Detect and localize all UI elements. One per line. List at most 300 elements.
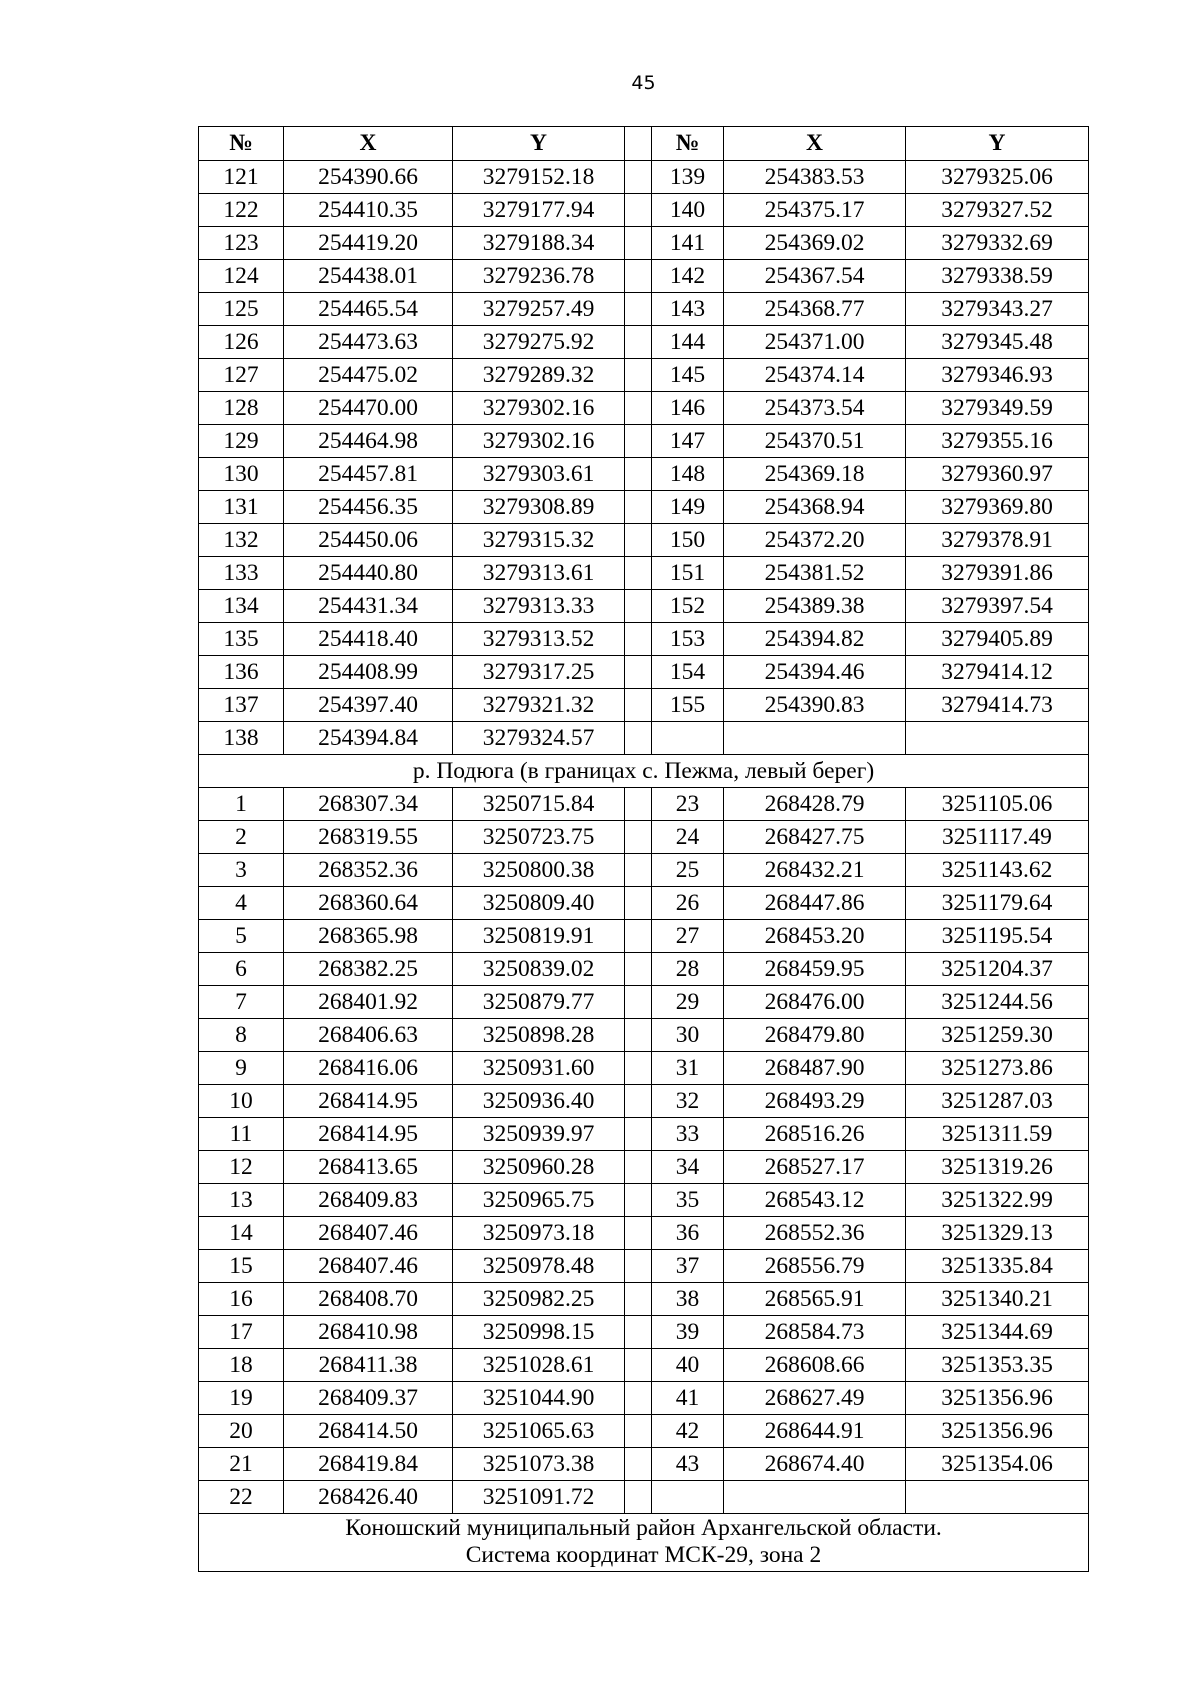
- x-coordinate-right: 268459.95: [724, 953, 906, 986]
- y-coordinate-right: 3251329.13: [906, 1217, 1089, 1250]
- x-coordinate-right: 268428.79: [724, 788, 906, 821]
- y-coordinate-left: 3279317.25: [453, 656, 625, 689]
- x-coordinate-right: 268427.75: [724, 821, 906, 854]
- gap-cell: [625, 920, 652, 953]
- y-coordinate-right: 3251340.21: [906, 1283, 1089, 1316]
- gap-cell: [625, 986, 652, 1019]
- gap-cell: [625, 1052, 652, 1085]
- x-coordinate-right: [724, 1481, 906, 1514]
- y-coordinate-left: 3279303.61: [453, 458, 625, 491]
- y-coordinate-right: 3279378.91: [906, 524, 1089, 557]
- y-coordinate-left: 3250960.28: [453, 1151, 625, 1184]
- y-coordinate-left: 3250939.97: [453, 1118, 625, 1151]
- point-number-left: 8: [199, 1019, 284, 1052]
- gap-cell: [625, 227, 652, 260]
- table-row: [199, 1250, 1089, 1283]
- table-row: [199, 1151, 1089, 1184]
- x-coordinate-right: 254390.83: [724, 689, 906, 722]
- x-coordinate-right: 254372.20: [724, 524, 906, 557]
- x-coordinate-right: 268487.90: [724, 1052, 906, 1085]
- x-coordinate-left: 254390.66: [284, 161, 453, 194]
- y-coordinate-right: 3251204.37: [906, 953, 1089, 986]
- gap-cell: [625, 425, 652, 458]
- y-coordinate-left: 3250715.84: [453, 788, 625, 821]
- gap-cell: [625, 1019, 652, 1052]
- x-coordinate-right: 268447.86: [724, 887, 906, 920]
- x-coordinate-right: 254368.77: [724, 293, 906, 326]
- y-coordinate-left: 3279289.32: [453, 359, 625, 392]
- point-number-right: 33: [652, 1118, 724, 1151]
- y-coordinate-right: 3251287.03: [906, 1085, 1089, 1118]
- gap-cell: [625, 293, 652, 326]
- x-coordinate-left: 268352.36: [284, 854, 453, 887]
- x-coordinate-left: 254418.40: [284, 623, 453, 656]
- x-coordinate-right: 268432.21: [724, 854, 906, 887]
- point-number-right: 148: [652, 458, 724, 491]
- y-coordinate-right: 3251356.96: [906, 1382, 1089, 1415]
- table-row: [199, 1481, 1089, 1514]
- y-coordinate-left: 3251028.61: [453, 1349, 625, 1382]
- point-number-right: 144: [652, 326, 724, 359]
- point-number-left: 5: [199, 920, 284, 953]
- table-row: [199, 1217, 1089, 1250]
- point-number-left: 133: [199, 557, 284, 590]
- point-number-left: 137: [199, 689, 284, 722]
- x-coordinate-right: 268552.36: [724, 1217, 906, 1250]
- y-coordinate-right: 3279327.52: [906, 194, 1089, 227]
- gap-cell: [625, 722, 652, 755]
- y-coordinate-right: 3279325.06: [906, 161, 1089, 194]
- x-coordinate-left: 268419.84: [284, 1448, 453, 1481]
- y-coordinate-left: 3250800.38: [453, 854, 625, 887]
- x-coordinate-right: 254375.17: [724, 194, 906, 227]
- y-coordinate-right: 3251322.99: [906, 1184, 1089, 1217]
- point-number-left: 14: [199, 1217, 284, 1250]
- section-title: р. Подюга (в границах с. Пежма, левый берег): [199, 755, 1089, 788]
- point-number-left: 126: [199, 326, 284, 359]
- x-coordinate-left: 268365.98: [284, 920, 453, 953]
- x-coordinate-left: 268407.46: [284, 1250, 453, 1283]
- coordinates-table: [198, 126, 1089, 1572]
- point-number-left: 123: [199, 227, 284, 260]
- point-number-left: 2: [199, 821, 284, 854]
- y-coordinate-left: 3250809.40: [453, 887, 625, 920]
- block1-body: [199, 161, 1089, 755]
- point-number-left: 16: [199, 1283, 284, 1316]
- table-row: [199, 887, 1089, 920]
- y-coordinate-left: 3251073.38: [453, 1448, 625, 1481]
- point-number-right: 37: [652, 1250, 724, 1283]
- y-coordinate-right: 3279414.73: [906, 689, 1089, 722]
- point-number-right: 149: [652, 491, 724, 524]
- x-coordinate-left: 268413.65: [284, 1151, 453, 1184]
- y-coordinate-left: 3279177.94: [453, 194, 625, 227]
- gap-cell: [625, 953, 652, 986]
- gap-cell: [625, 1184, 652, 1217]
- x-coordinate-left: 254394.84: [284, 722, 453, 755]
- y-coordinate-right: 3279405.89: [906, 623, 1089, 656]
- point-number-right: 26: [652, 887, 724, 920]
- table-row: [199, 920, 1089, 953]
- section-title-body: [199, 755, 1089, 788]
- x-coordinate-right: 268493.29: [724, 1085, 906, 1118]
- point-number-left: 7: [199, 986, 284, 1019]
- footer-line-2: Система координат МСК-29, зона 2: [465, 1542, 822, 1568]
- gap-cell: [625, 887, 652, 920]
- table-row: [199, 161, 1089, 194]
- point-number-right: 24: [652, 821, 724, 854]
- point-number-right: [652, 722, 724, 755]
- point-number-right: 142: [652, 260, 724, 293]
- y-coordinate-right: 3251195.54: [906, 920, 1089, 953]
- gap-cell: [625, 1217, 652, 1250]
- footer-body: [199, 1514, 1089, 1572]
- table-row: [199, 425, 1089, 458]
- x-coordinate-right: 254369.18: [724, 458, 906, 491]
- table-row: [199, 986, 1089, 1019]
- x-coordinate-right: 268527.17: [724, 1151, 906, 1184]
- point-number-right: 140: [652, 194, 724, 227]
- point-number-left: 4: [199, 887, 284, 920]
- table-row: [199, 557, 1089, 590]
- x-coordinate-left: 268414.95: [284, 1118, 453, 1151]
- table-row: [199, 1283, 1089, 1316]
- y-coordinate-left: 3279313.52: [453, 623, 625, 656]
- point-number-left: 12: [199, 1151, 284, 1184]
- table-row: [199, 788, 1089, 821]
- y-coordinate-right: [906, 1481, 1089, 1514]
- y-coordinate-right: 3279349.59: [906, 392, 1089, 425]
- gap-cell: [625, 194, 652, 227]
- point-number-left: 134: [199, 590, 284, 623]
- point-number-left: 122: [199, 194, 284, 227]
- point-number-left: 22: [199, 1481, 284, 1514]
- table-row: [199, 1415, 1089, 1448]
- point-number-right: 145: [652, 359, 724, 392]
- x-coordinate-left: 254408.99: [284, 656, 453, 689]
- y-coordinate-right: 3251105.06: [906, 788, 1089, 821]
- table-row: [199, 1052, 1089, 1085]
- point-number-right: 32: [652, 1085, 724, 1118]
- x-coordinate-right: 268584.73: [724, 1316, 906, 1349]
- x-coordinate-left: 268409.37: [284, 1382, 453, 1415]
- gap-cell: [625, 260, 652, 293]
- y-coordinate-left: 3250973.18: [453, 1217, 625, 1250]
- y-coordinate-right: 3279332.69: [906, 227, 1089, 260]
- y-coordinate-left: 3251065.63: [453, 1415, 625, 1448]
- y-coordinate-right: 3251143.62: [906, 854, 1089, 887]
- x-coordinate-right: [724, 722, 906, 755]
- header-y-right: Y: [906, 127, 1089, 161]
- gap-cell: [625, 1415, 652, 1448]
- point-number-right: 154: [652, 656, 724, 689]
- y-coordinate-right: 3251273.86: [906, 1052, 1089, 1085]
- gap-cell: [625, 590, 652, 623]
- gap-cell: [625, 854, 652, 887]
- x-coordinate-left: 268406.63: [284, 1019, 453, 1052]
- point-number-right: 141: [652, 227, 724, 260]
- y-coordinate-right: 3279391.86: [906, 557, 1089, 590]
- point-number-right: 151: [652, 557, 724, 590]
- table-row: [199, 392, 1089, 425]
- x-coordinate-right: 254367.54: [724, 260, 906, 293]
- header-row: [199, 127, 1089, 161]
- x-coordinate-right: 254383.53: [724, 161, 906, 194]
- table-header: [199, 127, 1089, 161]
- gap-cell: [625, 656, 652, 689]
- point-number-left: 13: [199, 1184, 284, 1217]
- y-coordinate-right: 3279355.16: [906, 425, 1089, 458]
- point-number-left: 3: [199, 854, 284, 887]
- table-row: [199, 260, 1089, 293]
- header-x-right: X: [724, 127, 906, 161]
- point-number-right: 38: [652, 1283, 724, 1316]
- point-number-left: 125: [199, 293, 284, 326]
- y-coordinate-right: 3279369.80: [906, 491, 1089, 524]
- y-coordinate-left: 3250978.48: [453, 1250, 625, 1283]
- y-coordinate-left: 3279315.32: [453, 524, 625, 557]
- y-coordinate-right: 3251311.59: [906, 1118, 1089, 1151]
- x-coordinate-right: 268516.26: [724, 1118, 906, 1151]
- header-gap: [625, 127, 652, 161]
- gap-cell: [625, 392, 652, 425]
- table-row: [199, 326, 1089, 359]
- footer-line-1: Коношский муниципальный район Архангельской области.: [345, 1515, 942, 1541]
- gap-cell: [625, 1151, 652, 1184]
- y-coordinate-right: 3279414.12: [906, 656, 1089, 689]
- gap-cell: [625, 491, 652, 524]
- point-number-right: 41: [652, 1382, 724, 1415]
- gap-cell: [625, 557, 652, 590]
- point-number-right: 40: [652, 1349, 724, 1382]
- point-number-right: 27: [652, 920, 724, 953]
- x-coordinate-left: 254438.01: [284, 260, 453, 293]
- y-coordinate-right: 3251354.06: [906, 1448, 1089, 1481]
- point-number-right: 31: [652, 1052, 724, 1085]
- x-coordinate-left: 268401.92: [284, 986, 453, 1019]
- x-coordinate-left: 268410.98: [284, 1316, 453, 1349]
- x-coordinate-right: 254371.00: [724, 326, 906, 359]
- x-coordinate-right: 254381.52: [724, 557, 906, 590]
- x-coordinate-right: 254394.82: [724, 623, 906, 656]
- x-coordinate-left: 254464.98: [284, 425, 453, 458]
- header-x-left: X: [284, 127, 453, 161]
- point-number-right: 155: [652, 689, 724, 722]
- table-row: [199, 656, 1089, 689]
- y-coordinate-right: 3251356.96: [906, 1415, 1089, 1448]
- y-coordinate-left: 3279313.61: [453, 557, 625, 590]
- point-number-right: 23: [652, 788, 724, 821]
- x-coordinate-left: 254470.00: [284, 392, 453, 425]
- y-coordinate-left: 3279308.89: [453, 491, 625, 524]
- y-coordinate-right: 3251117.49: [906, 821, 1089, 854]
- table-row: [199, 359, 1089, 392]
- x-coordinate-right: 254370.51: [724, 425, 906, 458]
- x-coordinate-left: 254465.54: [284, 293, 453, 326]
- point-number-right: 153: [652, 623, 724, 656]
- point-number-left: 20: [199, 1415, 284, 1448]
- table-row: [199, 491, 1089, 524]
- gap-cell: [625, 1118, 652, 1151]
- table-row: [199, 524, 1089, 557]
- table-row: [199, 1118, 1089, 1151]
- y-coordinate-left: 3250879.77: [453, 986, 625, 1019]
- point-number-left: 127: [199, 359, 284, 392]
- y-coordinate-left: 3250998.15: [453, 1316, 625, 1349]
- point-number-left: 128: [199, 392, 284, 425]
- x-coordinate-left: 268414.95: [284, 1085, 453, 1118]
- y-coordinate-left: 3279324.57: [453, 722, 625, 755]
- point-number-left: 15: [199, 1250, 284, 1283]
- x-coordinate-right: 268644.91: [724, 1415, 906, 1448]
- x-coordinate-right: 254394.46: [724, 656, 906, 689]
- x-coordinate-right: 268476.00: [724, 986, 906, 1019]
- y-coordinate-right: 3279397.54: [906, 590, 1089, 623]
- header-y-left: Y: [453, 127, 625, 161]
- y-coordinate-left: 3250819.91: [453, 920, 625, 953]
- gap-cell: [625, 326, 652, 359]
- table-row: [199, 1316, 1089, 1349]
- y-coordinate-left: 3279321.32: [453, 689, 625, 722]
- point-number-right: 42: [652, 1415, 724, 1448]
- y-coordinate-left: 3250723.75: [453, 821, 625, 854]
- y-coordinate-right: 3279338.59: [906, 260, 1089, 293]
- y-coordinate-right: 3251244.56: [906, 986, 1089, 1019]
- y-coordinate-right: 3251353.35: [906, 1349, 1089, 1382]
- gap-cell: [625, 689, 652, 722]
- y-coordinate-right: 3279345.48: [906, 326, 1089, 359]
- table-row: [199, 1448, 1089, 1481]
- y-coordinate-left: 3250931.60: [453, 1052, 625, 1085]
- x-coordinate-left: 254440.80: [284, 557, 453, 590]
- point-number-left: 131: [199, 491, 284, 524]
- gap-cell: [625, 458, 652, 491]
- point-number-left: 19: [199, 1382, 284, 1415]
- gap-cell: [625, 1316, 652, 1349]
- table-row: [199, 458, 1089, 491]
- y-coordinate-right: 3279360.97: [906, 458, 1089, 491]
- y-coordinate-right: 3251319.26: [906, 1151, 1089, 1184]
- point-number-left: 129: [199, 425, 284, 458]
- x-coordinate-left: 268307.34: [284, 788, 453, 821]
- x-coordinate-left: 254456.35: [284, 491, 453, 524]
- y-coordinate-right: 3279343.27: [906, 293, 1089, 326]
- table-row: [199, 953, 1089, 986]
- point-number-left: 136: [199, 656, 284, 689]
- block2-body: [199, 788, 1089, 1514]
- point-number-left: 9: [199, 1052, 284, 1085]
- x-coordinate-right: 268565.91: [724, 1283, 906, 1316]
- x-coordinate-right: 268556.79: [724, 1250, 906, 1283]
- x-coordinate-right: 268479.80: [724, 1019, 906, 1052]
- point-number-right: 143: [652, 293, 724, 326]
- table-row: [199, 194, 1089, 227]
- x-coordinate-right: 254368.94: [724, 491, 906, 524]
- x-coordinate-left: 254457.81: [284, 458, 453, 491]
- x-coordinate-left: 254419.20: [284, 227, 453, 260]
- point-number-right: [652, 1481, 724, 1514]
- y-coordinate-left: 3250936.40: [453, 1085, 625, 1118]
- x-coordinate-right: 268627.49: [724, 1382, 906, 1415]
- y-coordinate-right: 3251335.84: [906, 1250, 1089, 1283]
- x-coordinate-left: 254431.34: [284, 590, 453, 623]
- point-number-left: 121: [199, 161, 284, 194]
- point-number-right: 43: [652, 1448, 724, 1481]
- y-coordinate-right: 3251259.30: [906, 1019, 1089, 1052]
- y-coordinate-left: 3250839.02: [453, 953, 625, 986]
- gap-cell: [625, 1085, 652, 1118]
- y-coordinate-left: 3279257.49: [453, 293, 625, 326]
- gap-cell: [625, 1448, 652, 1481]
- x-coordinate-left: 268416.06: [284, 1052, 453, 1085]
- y-coordinate-left: 3251091.72: [453, 1481, 625, 1514]
- x-coordinate-left: 268382.25: [284, 953, 453, 986]
- y-coordinate-right: 3251179.64: [906, 887, 1089, 920]
- y-coordinate-right: 3251344.69: [906, 1316, 1089, 1349]
- point-number-left: 17: [199, 1316, 284, 1349]
- gap-cell: [625, 623, 652, 656]
- x-coordinate-left: 254397.40: [284, 689, 453, 722]
- gap-cell: [625, 161, 652, 194]
- page-number: 45: [631, 72, 656, 94]
- point-number-left: 18: [199, 1349, 284, 1382]
- y-coordinate-left: 3250898.28: [453, 1019, 625, 1052]
- point-number-right: 35: [652, 1184, 724, 1217]
- point-number-left: 10: [199, 1085, 284, 1118]
- header-number-left: №: [199, 127, 284, 161]
- table-row: [199, 623, 1089, 656]
- y-coordinate-left: 3279313.33: [453, 590, 625, 623]
- x-coordinate-left: 268319.55: [284, 821, 453, 854]
- point-number-left: 6: [199, 953, 284, 986]
- point-number-right: 25: [652, 854, 724, 887]
- point-number-right: 139: [652, 161, 724, 194]
- point-number-right: 152: [652, 590, 724, 623]
- gap-cell: [625, 1349, 652, 1382]
- table-row: [199, 293, 1089, 326]
- point-number-left: 138: [199, 722, 284, 755]
- y-coordinate-right: [906, 722, 1089, 755]
- x-coordinate-right: 254374.14: [724, 359, 906, 392]
- table-row: [199, 1085, 1089, 1118]
- table-row: [199, 590, 1089, 623]
- gap-cell: [625, 1382, 652, 1415]
- gap-cell: [625, 359, 652, 392]
- point-number-right: 29: [652, 986, 724, 1019]
- x-coordinate-left: 268360.64: [284, 887, 453, 920]
- x-coordinate-left: 254410.35: [284, 194, 453, 227]
- point-number-left: 130: [199, 458, 284, 491]
- y-coordinate-left: 3279152.18: [453, 161, 625, 194]
- x-coordinate-left: 268408.70: [284, 1283, 453, 1316]
- header-number-right: №: [652, 127, 724, 161]
- x-coordinate-left: 254473.63: [284, 326, 453, 359]
- y-coordinate-left: 3279302.16: [453, 425, 625, 458]
- x-coordinate-right: 268674.40: [724, 1448, 906, 1481]
- section-title-row: [199, 755, 1089, 788]
- gap-cell: [625, 1250, 652, 1283]
- point-number-right: 36: [652, 1217, 724, 1250]
- y-coordinate-left: 3279188.34: [453, 227, 625, 260]
- point-number-left: 135: [199, 623, 284, 656]
- point-number-right: 34: [652, 1151, 724, 1184]
- table-row: [199, 1184, 1089, 1217]
- gap-cell: [625, 1481, 652, 1514]
- x-coordinate-left: 268407.46: [284, 1217, 453, 1250]
- y-coordinate-left: 3251044.90: [453, 1382, 625, 1415]
- table-footer: [199, 1514, 1089, 1572]
- x-coordinate-left: 254450.06: [284, 524, 453, 557]
